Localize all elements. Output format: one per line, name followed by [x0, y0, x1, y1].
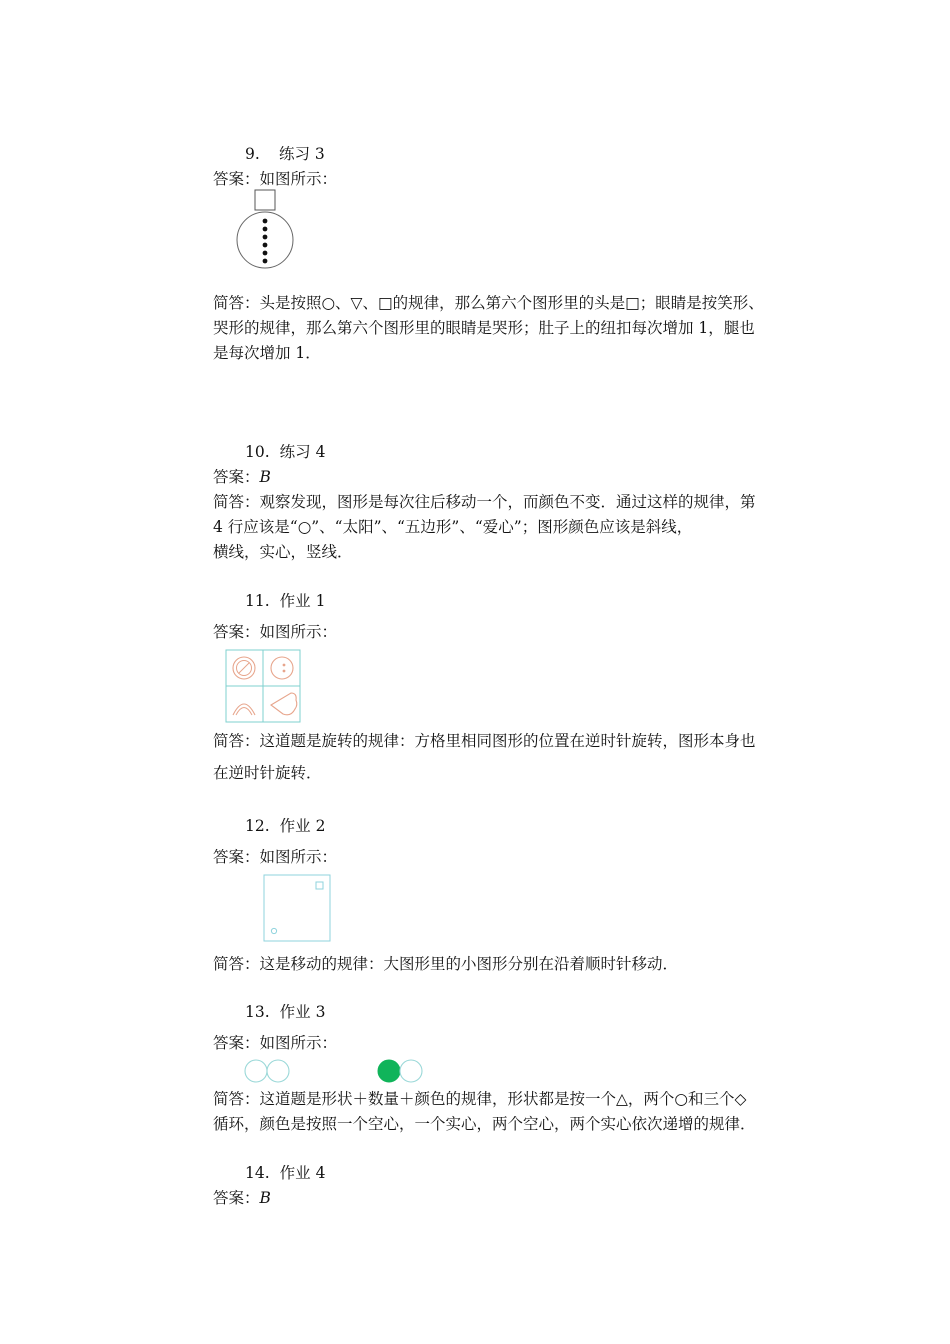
section-title-text: 作业 4: [279, 1164, 326, 1182]
section-9-brief-3: 是每次增加 1．: [213, 344, 321, 362]
section-10-title: [245, 442, 325, 462]
section-11-title: [245, 591, 325, 611]
answer-label: 答案：: [213, 848, 260, 866]
section-title-text: 作业 1: [279, 592, 326, 610]
hollow-circle-icon: [400, 1060, 422, 1082]
section-11-brief-1: 简答：这道题是旋转的规律：方格里相同图形的位置在逆时针旋转，图形本身也: [213, 732, 756, 750]
section-number: 11.: [245, 592, 270, 610]
button-dot: [263, 235, 268, 240]
answer-text: 如图所示：: [259, 848, 338, 866]
small-square-icon: [316, 882, 323, 889]
section-10-answer: [213, 467, 271, 487]
circle-pairs-icon: [243, 1059, 428, 1085]
section-9-title: [245, 144, 325, 164]
square-with-small-shapes-icon: [263, 874, 332, 943]
small-circle-icon: [271, 928, 276, 933]
section-13-title: [245, 1002, 325, 1022]
section-number: 10.: [245, 443, 270, 461]
solid-circle-icon: [378, 1060, 400, 1082]
section-9-brief-2: 哭形的规律，那么第六个图形里的眼睛是哭形；肚子上的纽扣每次增加 1，腿也: [213, 319, 755, 337]
snowman-figure-icon: [236, 188, 296, 270]
button-dot: [263, 251, 268, 256]
section-9-brief-1: 简答：头是按照○、▽、□的规律，那么第六个图形里的头是□；眼睛是按笑形、: [213, 294, 764, 312]
section-12-title: [245, 816, 325, 836]
answer-label: 答案：: [213, 170, 260, 188]
button-dot: [263, 243, 268, 248]
button-dot: [263, 219, 268, 224]
hollow-circle-icon: [267, 1060, 289, 1082]
section-11-answer: [213, 622, 337, 642]
section-12-brief-1: 简答：这是移动的规律：大图形里的小图形分别在沿着顺时针移动．: [213, 955, 679, 973]
section-10-brief-2: 4 行应该是“○”、“太阳”、“五边形”、“爱心”；图形颜色应该是斜线，: [213, 518, 693, 536]
hollow-circle-icon: [245, 1060, 267, 1082]
section-number: 9.: [245, 145, 260, 163]
section-number: 12.: [245, 817, 270, 835]
button-dot: [263, 259, 268, 264]
section-title-text: 作业 3: [279, 1003, 326, 1021]
rotation-grid-icon: [225, 649, 302, 724]
section-number: 14.: [245, 1164, 270, 1182]
answer-text: B: [259, 468, 271, 486]
answer-text: 如图所示：: [259, 1034, 338, 1052]
section-10-brief-1: 简答：观察发现，图形是每次往后移动一个，而颜色不变．通过这样的规律，第: [213, 493, 756, 511]
section-title-text: 作业 2: [279, 817, 326, 835]
section-title-text: 练习 3: [279, 145, 325, 163]
section-number: 13.: [245, 1003, 270, 1021]
section-14-answer: [213, 1188, 271, 1208]
answer-label: 答案：: [213, 468, 260, 486]
answer-text: 如图所示：: [259, 170, 338, 188]
section-14-title: [245, 1163, 325, 1183]
dotted-circle-icon: [271, 657, 293, 679]
slashed-circle-icon: [233, 657, 255, 679]
answer-label: 答案：: [213, 623, 260, 641]
section-13-brief-1: 简答：这道题是形状＋数量＋颜色的规律，形状都是按一个△，两个○和三个◇: [213, 1090, 747, 1108]
section-11-brief-2: 在逆时针旋转．: [213, 764, 322, 782]
crescent-icon: [233, 704, 255, 715]
heart-icon: [271, 693, 297, 715]
section-title-text: 练习 4: [279, 443, 326, 461]
section-12-answer: [213, 847, 337, 867]
answer-text: 如图所示：: [259, 623, 338, 641]
answer-text: B: [259, 1189, 271, 1207]
section-9-answer: [213, 169, 337, 189]
answer-label: 答案：: [213, 1034, 260, 1052]
big-square: [264, 875, 330, 941]
head-square: [255, 190, 275, 210]
answer-label: 答案：: [213, 1189, 260, 1207]
section-13-brief-2: 循环，颜色是按照一个空心，一个实心，两个空心，两个实心依次递增的规律．: [213, 1115, 756, 1133]
button-dot: [263, 227, 268, 232]
section-10-brief-3: 横线，实心，竖线．: [213, 543, 353, 561]
section-13-answer: [213, 1033, 337, 1053]
